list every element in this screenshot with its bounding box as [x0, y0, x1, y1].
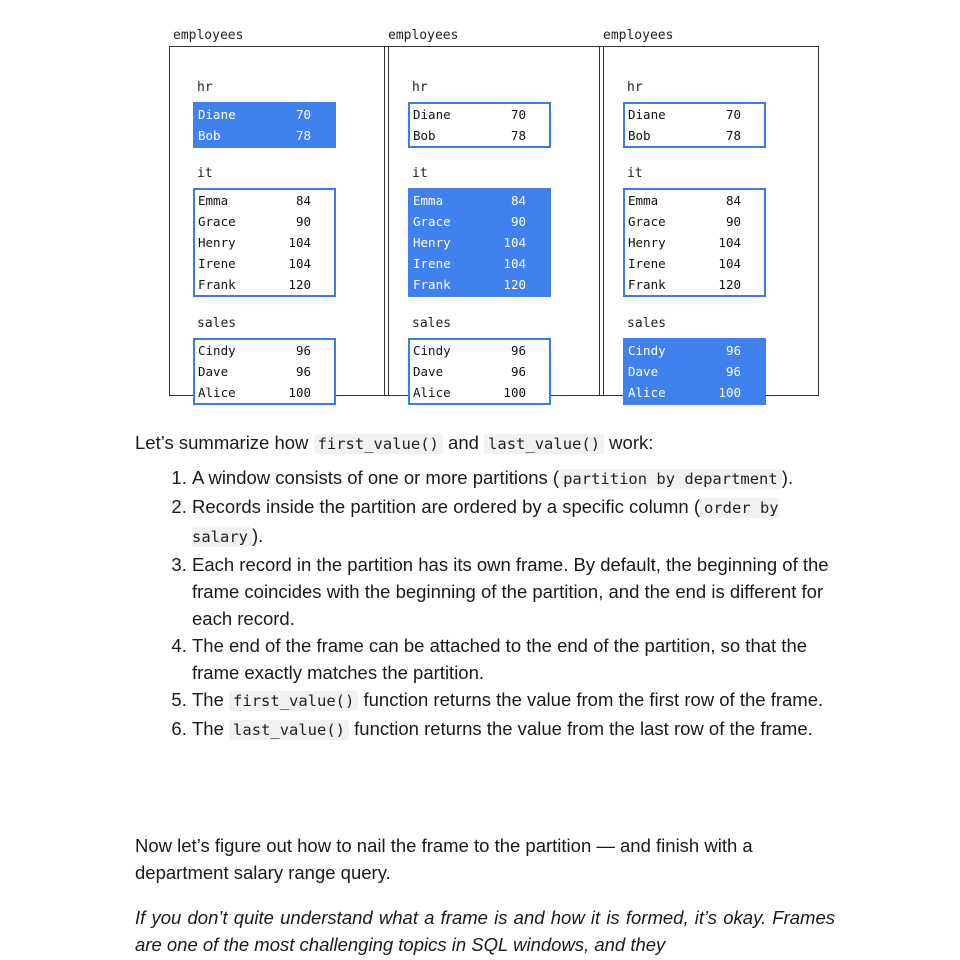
- table-row: [625, 340, 764, 361]
- employee-salary: 100: [503, 385, 526, 400]
- table-row: [195, 382, 334, 403]
- employee-salary: 84: [295, 193, 311, 208]
- list-text: Records inside the partition are ordered by a specific column (: [192, 496, 700, 517]
- employee-name: Frank: [413, 277, 451, 292]
- table-row: [195, 190, 334, 211]
- table-row: [410, 340, 549, 361]
- employee-salary: 104: [503, 256, 526, 271]
- paragraph-frame-partition-text: Now let’s figure out how to nail the frame to the partition — and finish with a department salary range query.: [135, 835, 753, 883]
- employee-name: Grace: [413, 214, 451, 229]
- employee-name: Irene: [628, 256, 666, 271]
- employee-salary: 120: [718, 277, 741, 292]
- employee-salary: 90: [725, 214, 741, 229]
- diagram-1: [169, 28, 394, 400]
- code-last-value: last_value(): [484, 434, 604, 454]
- partition-label-hr: hr: [412, 80, 428, 95]
- employee-name: Diane: [413, 107, 451, 122]
- employee-salary: 100: [718, 385, 741, 400]
- list-text: Each record in the partition has its own frame. By default, the beginning of the frame coincides with the beginning of the partition, and the end is different for each record.: [192, 554, 829, 629]
- employee-salary: 70: [510, 107, 526, 122]
- partition-label-it: it: [412, 166, 428, 181]
- inline-code: partition by department: [559, 469, 782, 489]
- employee-name: Irene: [198, 256, 236, 271]
- list-text: The: [192, 718, 230, 739]
- employee-name: Grace: [628, 214, 666, 229]
- paragraph-frame-note-text: If you don’t quite understand what a frame is and how it is formed, it’s okay. Frames are one of the most challenging topics in SQL windows, and they: [135, 907, 835, 955]
- table-row: [410, 382, 549, 403]
- employee-salary: 104: [288, 256, 311, 271]
- table-title: employees: [173, 28, 244, 43]
- partition-label-sales: sales: [412, 316, 452, 331]
- employee-name: Emma: [628, 193, 659, 208]
- employee-name: Dave: [628, 364, 659, 379]
- paragraph-frame-partition: [135, 832, 835, 886]
- table-row: [410, 274, 549, 295]
- list-item: [192, 686, 835, 715]
- table-row: [410, 211, 549, 232]
- table-row: [195, 232, 334, 253]
- employee-name: Alice: [628, 385, 666, 400]
- partition-hr: [623, 102, 766, 148]
- inline-code: last_value(): [229, 720, 349, 740]
- table-title: employees: [603, 28, 674, 43]
- employee-name: Alice: [198, 385, 236, 400]
- employee-salary: 96: [510, 343, 526, 358]
- table-row: [410, 253, 549, 274]
- employee-salary: 96: [725, 343, 741, 358]
- employee-salary: 90: [295, 214, 311, 229]
- summary-list: [135, 464, 835, 744]
- table-row: [195, 253, 334, 274]
- employee-name: Diane: [628, 107, 666, 122]
- partition-label-hr: hr: [197, 80, 213, 95]
- employee-salary: 96: [725, 364, 741, 379]
- table-row: [410, 361, 549, 382]
- employee-name: Henry: [628, 235, 666, 250]
- partition-label-it: it: [627, 166, 643, 181]
- summary-intro: [135, 429, 835, 458]
- partition-it: [623, 188, 766, 297]
- employee-name: Bob: [198, 128, 221, 143]
- list-item: [192, 632, 835, 686]
- list-text: function returns the value from the first row of the frame.: [358, 689, 824, 710]
- employee-name: Dave: [198, 364, 229, 379]
- table-row: [625, 190, 764, 211]
- partition-hr: [193, 102, 336, 148]
- employee-name: Emma: [413, 193, 444, 208]
- partition-label-hr: hr: [627, 80, 643, 95]
- employee-name: Frank: [628, 277, 666, 292]
- employee-name: Grace: [198, 214, 236, 229]
- diagram-2: [384, 28, 609, 400]
- employee-salary: 120: [503, 277, 526, 292]
- employee-salary: 120: [288, 277, 311, 292]
- employee-salary: 78: [295, 128, 311, 143]
- table-row: [195, 104, 334, 125]
- employee-salary: 104: [718, 235, 741, 250]
- employee-salary: 96: [295, 343, 311, 358]
- employee-salary: 104: [718, 256, 741, 271]
- partition-label-sales: sales: [627, 316, 667, 331]
- inline-code: order by salary: [192, 499, 779, 546]
- employee-name: Dave: [413, 364, 444, 379]
- summary-list-wrap: [135, 460, 835, 744]
- list-text: A window consists of one or more partitions (: [192, 467, 560, 488]
- list-text: The: [192, 689, 230, 710]
- partition-hr: [408, 102, 551, 148]
- table-row: [625, 361, 764, 382]
- employee-name: Emma: [198, 193, 229, 208]
- paragraph-frame-note: [135, 904, 835, 958]
- table-row: [195, 125, 334, 146]
- list-item: [192, 715, 835, 744]
- intro-text-2: and: [442, 432, 485, 453]
- table-row: [410, 104, 549, 125]
- employee-salary: 78: [725, 128, 741, 143]
- partition-label-it: it: [197, 166, 213, 181]
- employee-name: Henry: [198, 235, 236, 250]
- employee-name: Bob: [628, 128, 651, 143]
- employee-salary: 70: [295, 107, 311, 122]
- list-text: ).: [252, 525, 264, 546]
- partition-sales: [193, 338, 336, 405]
- list-text: function returns the value from the last row of the frame.: [349, 718, 813, 739]
- employee-salary: 96: [510, 364, 526, 379]
- employee-salary: 70: [725, 107, 741, 122]
- code-first-value: first_value(): [314, 434, 443, 454]
- table-row: [195, 211, 334, 232]
- partition-it: [193, 188, 336, 297]
- employee-name: Alice: [413, 385, 451, 400]
- partition-it: [408, 188, 551, 297]
- list-item: [192, 493, 835, 551]
- employee-name: Irene: [413, 256, 451, 271]
- table-row: [625, 382, 764, 403]
- list-item: [192, 551, 835, 632]
- employee-name: Bob: [413, 128, 436, 143]
- employee-name: Frank: [198, 277, 236, 292]
- employee-salary: 90: [510, 214, 526, 229]
- partition-sales: [408, 338, 551, 405]
- employee-name: Cindy: [198, 343, 236, 358]
- table-row: [625, 125, 764, 146]
- table-row: [625, 211, 764, 232]
- partition-sales: [623, 338, 766, 405]
- table-row: [195, 340, 334, 361]
- table-row: [410, 232, 549, 253]
- employee-salary: 84: [725, 193, 741, 208]
- intro-text-1: Let’s summarize how: [135, 432, 314, 453]
- employee-salary: 104: [288, 235, 311, 250]
- partition-label-sales: sales: [197, 316, 237, 331]
- list-text: ).: [781, 467, 794, 488]
- inline-code: first_value(): [229, 691, 358, 711]
- employee-name: Cindy: [628, 343, 666, 358]
- table-title: employees: [388, 28, 459, 43]
- employee-name: Diane: [198, 107, 236, 122]
- employee-salary: 78: [510, 128, 526, 143]
- employee-name: Cindy: [413, 343, 451, 358]
- employee-salary: 84: [510, 193, 526, 208]
- table-row: [625, 104, 764, 125]
- list-item: [192, 464, 835, 493]
- employee-salary: 104: [503, 235, 526, 250]
- table-row: [625, 253, 764, 274]
- list-text: The end of the frame can be attached to the end of the partition, so that the frame exactly matches the partition.: [192, 635, 808, 683]
- table-row: [195, 361, 334, 382]
- employee-name: Henry: [413, 235, 451, 250]
- diagram-3: [599, 28, 824, 400]
- table-row: [625, 232, 764, 253]
- table-row: [195, 274, 334, 295]
- table-row: [410, 190, 549, 211]
- intro-text-3: work:: [604, 432, 654, 453]
- employee-salary: 100: [288, 385, 311, 400]
- table-row: [625, 274, 764, 295]
- table-row: [410, 125, 549, 146]
- employee-salary: 96: [295, 364, 311, 379]
